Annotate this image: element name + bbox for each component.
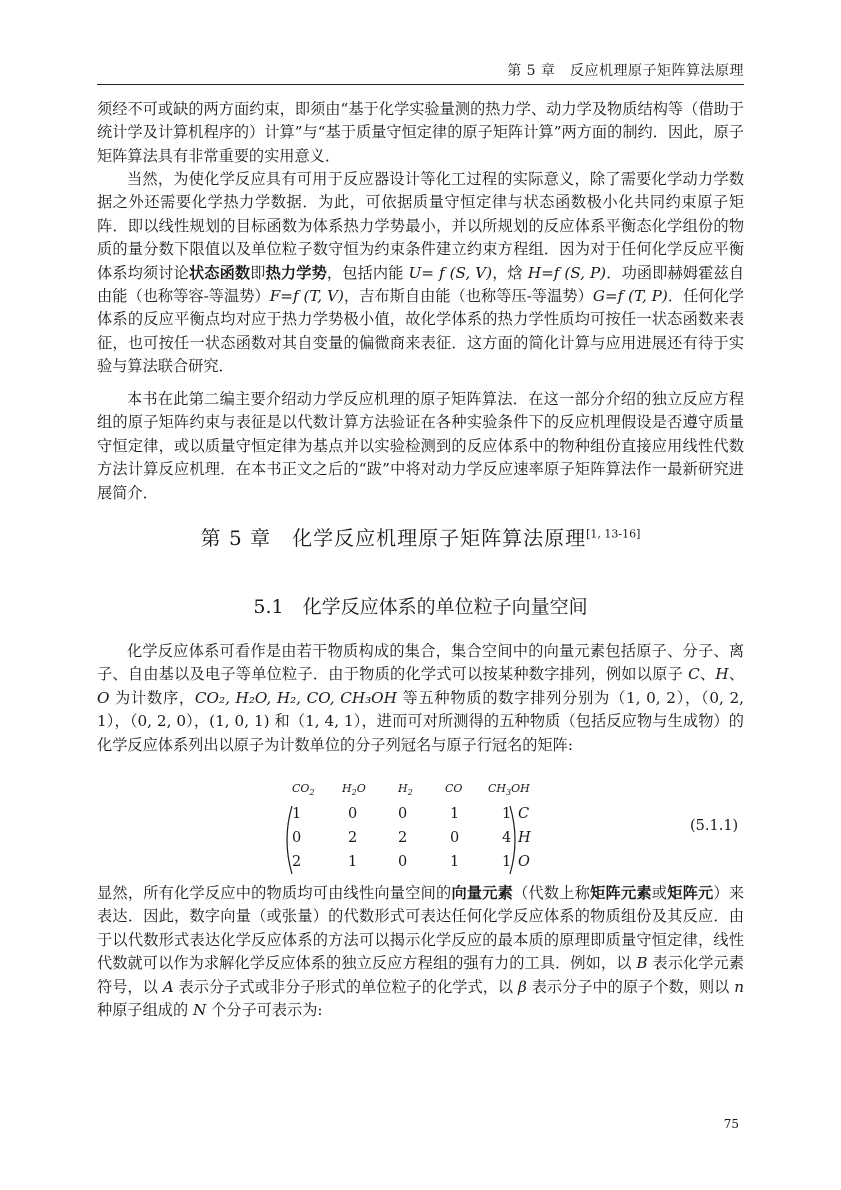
paragraph-2 — [97, 168, 744, 379]
text-run: ，焓 — [492, 263, 528, 282]
matrix-cell: 1 — [502, 806, 512, 822]
formula: H — [715, 665, 729, 684]
text-run: 、 — [728, 665, 745, 684]
text-run: 即 — [250, 263, 266, 282]
formula: N — [192, 1001, 207, 1020]
formula: B — [636, 954, 648, 973]
matrix-row-label: O — [518, 854, 530, 870]
text-run: 当然，为使化学反应具有可用于反应器设计等化工过程的实际意义，除了需要化学动力学数据之外还需要化学热力学数据．为此，可依据质量守恒定律与状态函数极小化共同约束原子矩阵．即以线性规划的目标函数为体系热力学势最小，并以所规划的反应体系平衡态化学组份的物质的量分数下限值以及单位粒子数守恒为约束条件建立约束方程组．因为对于任何化学反应平衡体系均须讨论 — [97, 170, 744, 282]
matrix-cell: 1 — [292, 806, 302, 822]
matrix-row-label: H — [518, 830, 531, 846]
matrix-col-head: CO — [445, 782, 463, 795]
matrix-cell: 1 — [450, 854, 460, 870]
matrix-row-label: C — [518, 806, 530, 822]
formula: C — [688, 665, 700, 684]
matrix-cell: 2 — [292, 854, 302, 870]
matrix-cell: 0 — [292, 830, 302, 846]
matrix-cell: 1 — [502, 854, 512, 870]
section-title: 5.1 化学反应体系的单位粒子向量空间 — [253, 596, 588, 618]
text-run: （代数上称 — [513, 884, 591, 902]
paragraph-1 — [97, 98, 744, 168]
matrix-cell: 1 — [450, 806, 460, 822]
text-run: 表示分子式或非分子形式的单位粒子的化学式，以 — [173, 977, 518, 996]
matrix-col-head: $H_2O$ — [342, 782, 366, 798]
matrix-cell: 0 — [398, 854, 408, 870]
text-run: 为计数序， — [109, 688, 195, 707]
text-run: ．任何化学体系的反应平衡点均对应于热力学势极小值，故化学体系的热力学性质均可按任一状态函数来表征，也可按任一状态函数对其自变量的偏微商来表征．这方面的简化计算与应用进展还有待于实验与算法联合研究． — [97, 287, 744, 376]
chapter-title — [97, 522, 744, 551]
text-run: 显然，所有化学反应中的物质均可由线性向量空间的 — [97, 884, 452, 902]
paragraph-5-text — [97, 882, 744, 1022]
text-run: ）来表达．因此，数字向量（或张量）的代数形式可表达任何化学反应体系的物质组份及其反应．由于以代数形式表达化学反应体系的方法可以揭示化学反应的最本质的原理即质量守恒定律，线性代数就可以作为求解化学反应体系的独立反应方程组的强有力的工具．例如，以 — [97, 884, 745, 973]
atom-matrix — [270, 780, 570, 880]
formula: F=f (T, V) — [269, 287, 344, 306]
matrix-cell: 0 — [398, 806, 408, 822]
chapter-refs: [1, 13-16] — [586, 527, 641, 541]
text-run: 等五种物质的数字排列分别为（1, 0, 2），（0, 2, 1），（0, 2, 0），(1, 0, 1) 和（1, 4, 1），进而可对所测得的五种物质（包括反应物与生成物）的化学反应体系列出以原子为计数单位的分子列冠名与原子行冠名的矩阵: — [97, 688, 744, 754]
formula: U= f (S, V) — [408, 263, 493, 282]
formula: CO₂, H₂O, H₂, CO, CH₃OH — [194, 688, 397, 707]
matrix-cell: 2 — [398, 830, 408, 846]
text-run: 、 — [699, 665, 716, 684]
bold-term: 状态函数 — [188, 263, 251, 282]
formula: n — [734, 977, 745, 996]
paragraph-4-text — [97, 640, 744, 757]
running-header — [97, 58, 744, 85]
paragraph-5 — [97, 882, 744, 1022]
formula: A — [162, 977, 174, 996]
text-run: ．功函即赫姆霍兹自由能（也称等容-等温势） — [97, 263, 745, 306]
text-run: 表示分子中的原子个数，则以 — [526, 977, 735, 996]
bold-term: 矩阵元素 — [590, 884, 652, 902]
formula: H=f (S, P) — [527, 263, 607, 282]
matrix-cell: 2 — [348, 830, 358, 846]
chapter-title-text: 第 5 章 化学反应机理原子矩阵算法原理 — [200, 526, 587, 550]
paragraph-2-text — [97, 168, 744, 379]
matrix-cell: 1 — [348, 854, 358, 870]
matrix-col-head: $H_2$ — [398, 782, 413, 798]
text-run: ，包括内能 — [326, 263, 409, 282]
matrix-cell: 4 — [502, 830, 512, 846]
formula: G=f (T, P) — [592, 287, 668, 306]
text-run: 个分子可表示为: — [206, 1001, 323, 1020]
formula: O — [97, 688, 110, 707]
text-run: 或 — [651, 884, 668, 902]
paragraph-3-text: 本书在此第二编主要介绍动力学反应机理的原子矩阵算法．在这一部分介绍的独立反应方程组的原子矩阵约束与表征是以代数计算方法验证在各种实验条件下的反应机理假设是否遵守质量守恒定律，或以质量守恒定律为基点并以实验检测到的反应体系中的物种组份直接应用线性代数方法计算反应机理．在本书正文之后的“跋”中将对动力学反应速率原子矩阵算法作一最新研究进展简介． — [97, 390, 744, 502]
matrix-col-head: $CO_2$ — [292, 782, 315, 798]
formula: β — [518, 977, 527, 996]
matrix-col-head: $CH_3OH$ — [488, 782, 530, 798]
text-run: 表示化学元素符号，以 — [97, 954, 745, 996]
bold-term: 矩阵元 — [667, 884, 714, 902]
equation-number: (5.1.1) — [690, 818, 739, 834]
paragraph-3 — [97, 388, 744, 505]
bold-term: 向量元素 — [451, 884, 514, 902]
matrix-cell: 0 — [348, 806, 358, 822]
matrix-cell: 0 — [450, 830, 460, 846]
paragraph-1-text: 须经不可或缺的两方面约束，即须由“基于化学实验量测的热力学、动力学及物质结构等（借助于统计学及计算机程序的）计算”与“基于质量守恒定律的原子矩阵计算”两方面的制约．因此，原子矩阵算法具有非常重要的实用意义． — [97, 100, 744, 165]
text-run: 种原子组成的 — [97, 1001, 193, 1020]
text-run: 化学反应体系可看作是由若干物质构成的集合，集合空间中的向量元素包括原子、分子、离子、自由基以及电子等单位粒子．由于物质的化学式可以按某种数字排列，例如以原子 — [97, 642, 744, 684]
paragraph-4 — [97, 640, 744, 757]
text-run: ，吉布斯自由能（也称等压-等温势） — [343, 287, 593, 306]
page-number: 75 — [723, 1117, 739, 1131]
bold-term: 热力学势 — [265, 263, 327, 282]
running-title: 第 5 章 反应机理原子矩阵算法原理 — [507, 63, 744, 79]
